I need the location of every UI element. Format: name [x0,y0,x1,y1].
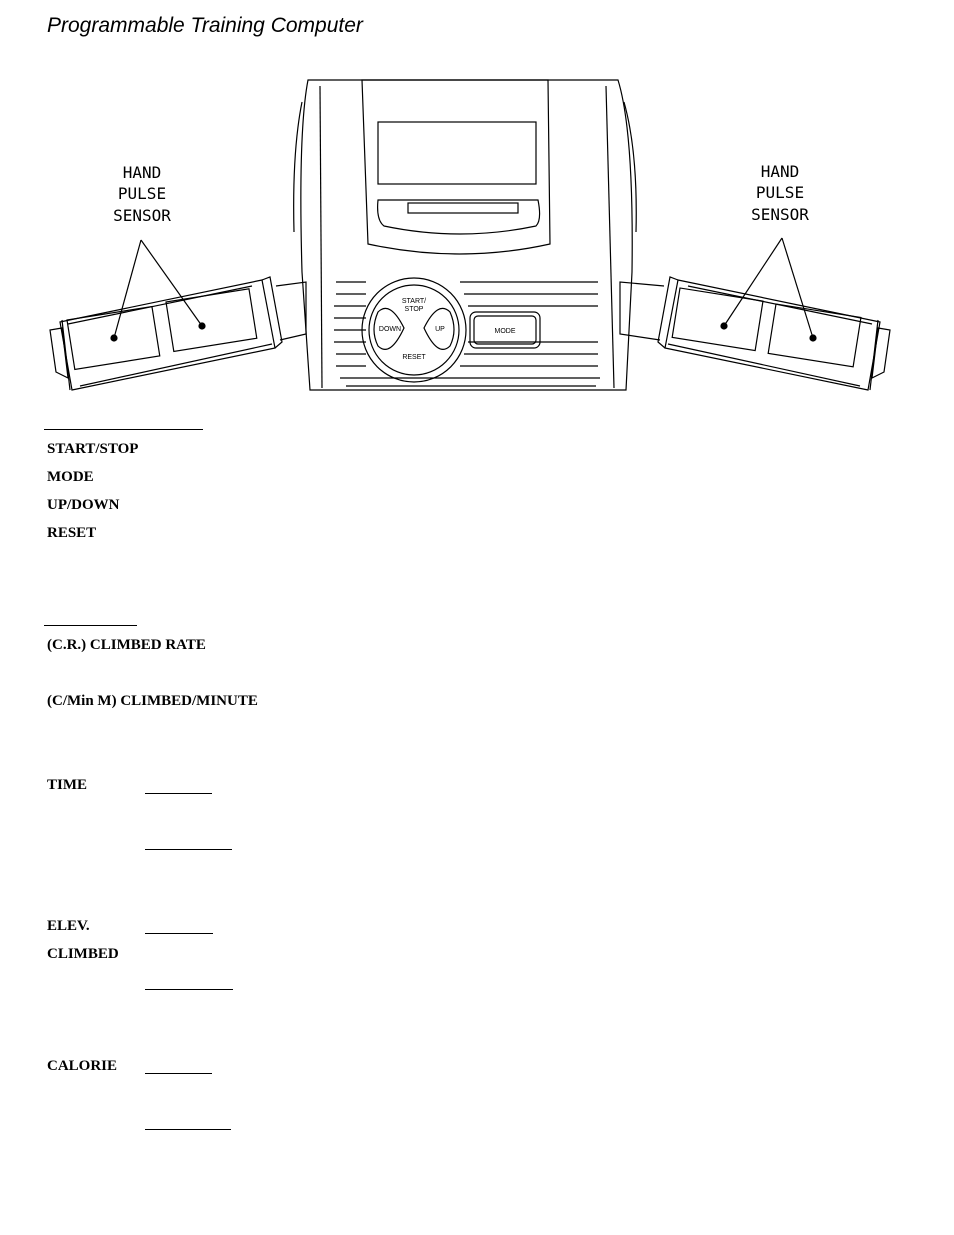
readout-elev: ELEV. [47,918,90,934]
page-title: Programmable Training Computer [47,14,363,37]
rule [145,933,213,934]
right-handlebar [620,238,890,390]
left-sensor-label-2: PULSE [117,184,167,203]
right-sensor-label-3: SENSOR [751,205,809,224]
left-sensor-label-3: SENSOR [113,206,171,225]
console-illustration [40,72,900,402]
lcd-screen [378,122,536,184]
readout-climbed-minute: (C/Min M) CLIMBED/MINUTE [47,693,258,709]
key-mode: MODE [47,469,94,485]
readout-time: TIME [47,777,88,793]
mode-label: MODE [494,328,516,335]
right-sensor-label-2: PULSE [755,183,805,202]
up-label: UP [435,326,445,333]
rule [145,989,233,990]
readout-calorie: CALORIE [47,1058,118,1074]
right-sensor-label-1: HAND [760,162,800,181]
start-stop-label-1: START/ [401,298,427,305]
rule [145,1129,231,1130]
readout-climbed: CLIMBED [47,946,119,962]
right-sensor-pad-inner [672,288,763,351]
rule [145,849,232,850]
key-up-down: UP/DOWN [47,497,120,513]
key-reset: RESET [47,525,97,541]
reset-label: RESET [402,354,426,361]
section-rule [44,429,203,430]
left-handlebar [50,240,306,390]
rule [145,793,212,794]
left-sensor-label-1: HAND [122,163,162,182]
rule [145,1073,212,1074]
start-stop-label-2: STOP [404,306,424,313]
console-body [294,80,637,390]
section-rule [44,625,137,626]
key-start-stop: START/STOP [47,441,139,457]
down-label: DOWN [378,326,402,333]
readout-climbed-rate: (C.R.) CLIMBED RATE [47,637,206,653]
button-cluster [362,278,466,382]
left-sensor-pad-inner [166,289,257,352]
console-diagram [40,72,900,402]
